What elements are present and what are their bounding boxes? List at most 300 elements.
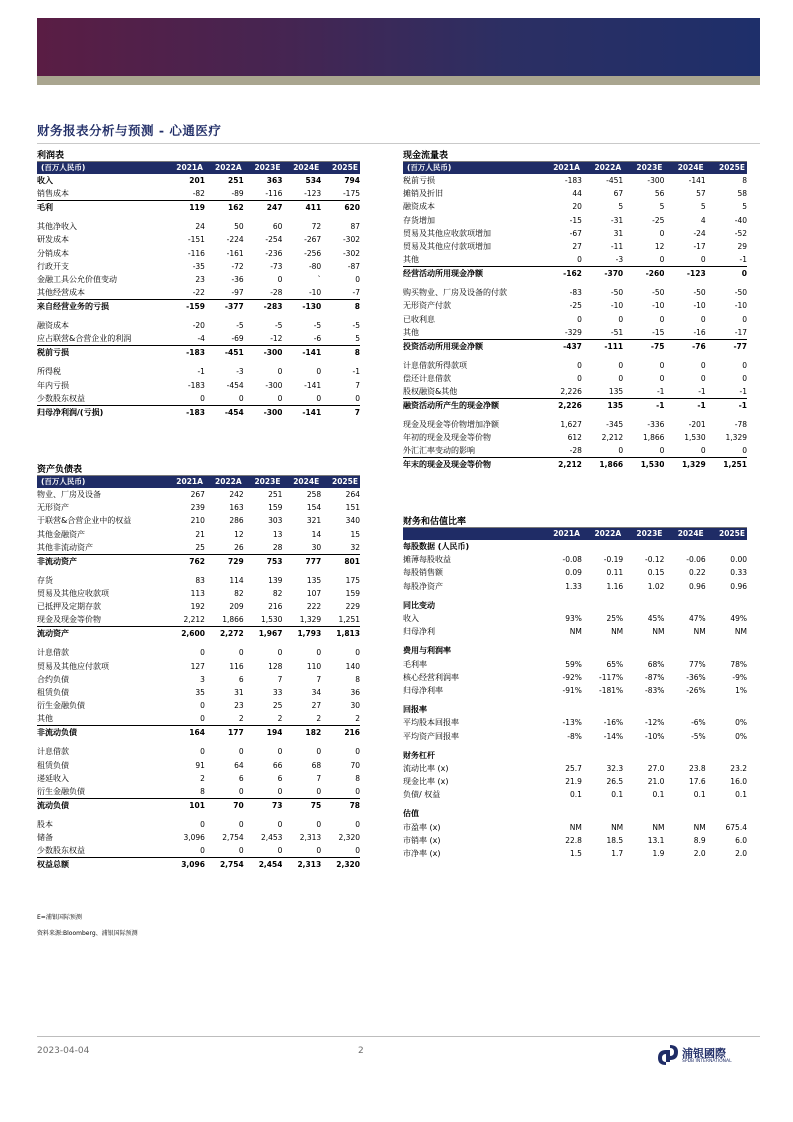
cashflow-row-label: 经营活动所用现金净额 bbox=[403, 269, 483, 279]
balance-row-value: 0 bbox=[316, 819, 322, 829]
balance-row bbox=[37, 798, 360, 812]
ratios-row-value: -5% bbox=[691, 731, 706, 741]
ratios-row-label: 负债/ 权益 bbox=[403, 790, 441, 800]
balance-row-label: 贸易及其他应付款项 bbox=[37, 661, 109, 671]
balance-row-label: 流动资产 bbox=[37, 629, 69, 639]
balance-row-label: 合约负债 bbox=[37, 674, 69, 684]
cashflow-row bbox=[403, 240, 747, 253]
ratios-row-value: NM bbox=[569, 822, 582, 832]
balance-row-value: 83 bbox=[195, 575, 205, 585]
cashflow-row bbox=[403, 431, 747, 444]
income-statement-table bbox=[37, 162, 360, 419]
cashflow-row-label: 现金及现金等价物增加净额 bbox=[403, 420, 499, 430]
ratios-row-value: 2.0 bbox=[735, 849, 747, 859]
balance-row-value: 66 bbox=[272, 760, 283, 770]
balance-row bbox=[37, 528, 360, 541]
balance-row-value: 32 bbox=[321, 541, 360, 555]
balance-row-label: 衍生金融负债 bbox=[37, 701, 85, 711]
cashflow-row-value: 12 bbox=[654, 242, 665, 252]
income-row-value: 0 bbox=[166, 392, 205, 406]
ratios-row-value: 0.33 bbox=[730, 568, 747, 578]
income-row bbox=[37, 187, 360, 201]
cashflow-row-value: -1 bbox=[697, 401, 706, 411]
ratios-title: 财务和估值比率 bbox=[403, 516, 747, 528]
income-row-value: 8 bbox=[354, 348, 360, 358]
income-row-label: 应占联营&合营企业的利润 bbox=[37, 332, 166, 346]
cashflow-row bbox=[403, 313, 747, 326]
income-row-label: 少数股东权益 bbox=[37, 392, 166, 406]
ratios-row-value: 1.02 bbox=[647, 581, 665, 591]
cashflow-row-value: 1,530 bbox=[684, 433, 706, 443]
ratios-subhead-row bbox=[403, 807, 747, 820]
income-row-value: -1 bbox=[197, 367, 205, 377]
ratios-row-value: 1% bbox=[735, 685, 747, 695]
ratios-row-value: 0.11 bbox=[606, 568, 624, 578]
balance-row bbox=[37, 673, 360, 686]
balance-row-label: 少数股东权益 bbox=[37, 844, 166, 858]
balance-row bbox=[37, 772, 360, 785]
balance-row-label: 无形资产 bbox=[37, 503, 69, 513]
cashflow-row-value: -162 bbox=[563, 269, 582, 279]
ratios-row-value: NM bbox=[693, 627, 706, 637]
balance-row-value: 229 bbox=[345, 602, 360, 612]
balance-row bbox=[37, 554, 360, 568]
balance-row-value: 321 bbox=[306, 516, 322, 526]
income-row-value: 87 bbox=[350, 222, 360, 232]
cashflow-row-label: 计息借款所得款项 bbox=[403, 360, 467, 370]
ratios-year-header: 2025E bbox=[706, 528, 747, 540]
cash-flow-title: 现金流量表 bbox=[403, 150, 747, 162]
cashflow-row-value: -51 bbox=[582, 326, 623, 340]
income-statement bbox=[37, 150, 360, 419]
ratios-header-row bbox=[403, 528, 747, 540]
cashflow-row-value: 135 bbox=[607, 401, 624, 411]
ratios-row-value: -10% bbox=[645, 731, 665, 741]
cashflow-row-value: -75 bbox=[650, 341, 665, 351]
balance-row-value: 2 bbox=[321, 712, 360, 726]
balance-row-value: 8 bbox=[355, 674, 360, 684]
income-row-value: -12 bbox=[244, 332, 283, 346]
income-year-header: 2021A bbox=[166, 162, 205, 174]
cashflow-year-header: 2021A bbox=[541, 162, 582, 174]
cashflow-row bbox=[403, 299, 747, 312]
balance-row bbox=[37, 488, 360, 501]
income-row-value: -89 bbox=[205, 187, 244, 201]
cashflow-row-value: 1,329 bbox=[725, 433, 747, 443]
income-row bbox=[37, 286, 360, 300]
ratios-row-value: -14% bbox=[603, 731, 624, 741]
cashflow-row-value: 4 bbox=[700, 215, 706, 225]
balance-row bbox=[37, 660, 360, 673]
balance-row-value: 6 bbox=[238, 674, 244, 684]
balance-row-value: 25 bbox=[166, 541, 205, 555]
ratios-row-label: 收入 bbox=[403, 614, 419, 624]
cashflow-row-value: 0 bbox=[700, 314, 706, 324]
balance-row-value: 73 bbox=[272, 800, 283, 810]
ratios-row bbox=[403, 775, 747, 788]
financial-ratios bbox=[403, 516, 747, 860]
balance-row-value: 70 bbox=[233, 800, 244, 810]
income-row-value: -1 bbox=[352, 367, 360, 377]
ratios-row-value: 47% bbox=[689, 614, 706, 624]
ratios-row-value: 25% bbox=[606, 614, 624, 624]
balance-row-value: 0 bbox=[355, 819, 360, 829]
balance-row-value: 7 bbox=[277, 674, 283, 684]
cashflow-row-value: -370 bbox=[604, 269, 624, 279]
cashflow-row-label: 融资成本 bbox=[403, 202, 435, 212]
ratios-row-value: -0.06 bbox=[686, 555, 706, 565]
balance-row-value: 1,329 bbox=[282, 613, 321, 627]
ratios-row-label: 流动比率 (x) bbox=[403, 763, 449, 773]
income-row-value: 201 bbox=[189, 176, 205, 186]
cashflow-row-value: -50 bbox=[693, 288, 706, 298]
cashflow-row bbox=[403, 339, 747, 353]
cashflow-row bbox=[403, 253, 747, 267]
balance-row-label: 租赁负债 bbox=[37, 760, 69, 770]
cashflow-row-value: 0 bbox=[664, 444, 705, 458]
ratios-row-value: -92% bbox=[562, 672, 582, 682]
income-row-value: -7 bbox=[321, 286, 360, 300]
ratios-row bbox=[403, 553, 747, 566]
balance-row-value: 216 bbox=[344, 728, 360, 738]
ratios-row-value: -13% bbox=[562, 718, 582, 728]
cashflow-row-value: 67 bbox=[613, 189, 624, 199]
ratios-year-header: 2021A bbox=[541, 528, 582, 540]
cashflow-row-value: -67 bbox=[569, 228, 582, 238]
cashflow-row-value: 56 bbox=[654, 189, 665, 199]
cashflow-row-value: 0 bbox=[618, 373, 624, 383]
cashflow-row-value: -24 bbox=[693, 228, 706, 238]
ratios-subhead-row bbox=[403, 749, 747, 762]
cashflow-row-value: -10 bbox=[652, 301, 665, 311]
ratios-row-value: 78% bbox=[730, 659, 747, 669]
income-row-value: 72 bbox=[311, 222, 322, 232]
balance-row-value: 2,313 bbox=[297, 860, 322, 870]
balance-row-value: 2 bbox=[244, 712, 283, 726]
ratios-year-header: 2023E bbox=[623, 528, 664, 540]
cashflow-row bbox=[403, 458, 747, 472]
balance-row bbox=[37, 726, 360, 740]
balance-row-value: 267 bbox=[190, 490, 205, 500]
balance-row-value: 2,754 bbox=[222, 833, 244, 843]
income-row-value: -141 bbox=[302, 348, 322, 358]
balance-row-value: 777 bbox=[305, 556, 322, 566]
balance-row bbox=[37, 831, 360, 844]
balance-year-header: 2023E bbox=[244, 476, 283, 488]
balance-sheet bbox=[37, 464, 360, 871]
ratios-row-value: 32.3 bbox=[606, 763, 624, 773]
income-row-value: -141 bbox=[304, 380, 322, 390]
income-row-value: -5 bbox=[352, 321, 360, 331]
cashflow-row-value: 0 bbox=[659, 360, 665, 370]
balance-row-label: 计息借款 bbox=[37, 648, 69, 658]
cashflow-row-label: 已收利息 bbox=[403, 314, 435, 324]
income-row-value: -267 bbox=[304, 235, 322, 245]
income-row-value: -175 bbox=[321, 187, 360, 201]
ratios-row bbox=[403, 566, 747, 579]
balance-row bbox=[37, 574, 360, 587]
balance-header-row bbox=[37, 476, 360, 488]
income-row-value: 247 bbox=[266, 203, 283, 213]
balance-row-value: 116 bbox=[229, 661, 244, 671]
ratios-subhead-row bbox=[403, 540, 747, 553]
income-row-value: -3 bbox=[236, 367, 244, 377]
balance-row-value: 2 bbox=[200, 773, 205, 783]
cashflow-row-value: 58 bbox=[737, 189, 747, 199]
income-row-label: 其他经营成本 bbox=[37, 286, 166, 300]
balance-row-value: 33 bbox=[272, 687, 283, 697]
income-unit-label: (百万人民币) bbox=[37, 162, 166, 174]
balance-row-value: 1,866 bbox=[205, 613, 244, 627]
income-row-value: -300 bbox=[263, 407, 283, 417]
balance-row-value: 0 bbox=[282, 844, 321, 858]
ratios-row-value: NM bbox=[611, 822, 624, 832]
ratios-row-value: -91% bbox=[562, 685, 582, 695]
ratios-row-value: 0.09 bbox=[565, 568, 582, 578]
cashflow-row-label: 贸易及其他应收款项增加 bbox=[403, 228, 491, 238]
balance-row bbox=[37, 686, 360, 699]
cashflow-row bbox=[403, 187, 747, 200]
cashflow-row-value: -1 bbox=[656, 401, 665, 411]
balance-row-value: 1,530 bbox=[244, 613, 283, 627]
ratios-row-label: 市净率 (x) bbox=[403, 849, 441, 859]
ratios-row-value: 0.1 bbox=[735, 790, 747, 800]
cashflow-row-value: -451 bbox=[606, 176, 624, 186]
balance-row-value: 0 bbox=[238, 819, 244, 829]
cashflow-row bbox=[403, 200, 747, 213]
income-row-value: 620 bbox=[344, 203, 360, 213]
balance-row-value: 175 bbox=[345, 575, 360, 585]
cashflow-row-value: 2,212 bbox=[558, 460, 582, 470]
cashflow-row-value: 8 bbox=[742, 176, 747, 186]
income-row-label: 销售成本 bbox=[37, 187, 166, 201]
balance-year-header: 2025E bbox=[321, 476, 360, 488]
cashflow-row-label: 其他 bbox=[403, 326, 541, 340]
cashflow-row-value: 0 bbox=[700, 360, 706, 370]
income-row-value: -159 bbox=[186, 302, 205, 312]
balance-row-value: 0 bbox=[200, 701, 205, 711]
income-row bbox=[37, 247, 360, 260]
income-row bbox=[37, 365, 360, 378]
income-row-value: 7 bbox=[354, 407, 360, 417]
income-row-value: 119 bbox=[189, 203, 205, 213]
income-row-value: -5 bbox=[274, 321, 283, 331]
cashflow-row-value: -76 bbox=[692, 341, 706, 351]
income-row-value: 0 bbox=[244, 392, 283, 406]
balance-row-value: 0 bbox=[277, 648, 283, 658]
balance-row-value: 209 bbox=[229, 602, 244, 612]
ratios-row-label: 归母净利率 bbox=[403, 685, 443, 695]
balance-row-value: 26 bbox=[205, 541, 244, 555]
cashflow-row-value: -40 bbox=[734, 215, 747, 225]
cashflow-row-value: 135 bbox=[582, 385, 623, 399]
top-banner bbox=[37, 18, 760, 76]
balance-row-value: 70 bbox=[350, 760, 360, 770]
cashflow-row-value: -437 bbox=[563, 341, 582, 351]
ratios-row-label: 核心经营利润率 bbox=[403, 672, 459, 682]
income-row bbox=[37, 332, 360, 346]
balance-row-value: 91 bbox=[195, 760, 205, 770]
cashflow-row-label: 购买物业、厂房及设备的付款 bbox=[403, 288, 507, 298]
balance-row-value: 13 bbox=[272, 529, 283, 539]
ratios-subhead-row bbox=[403, 703, 747, 716]
logo-name: 浦银國際 bbox=[682, 1047, 726, 1060]
balance-row-label: 存货 bbox=[37, 575, 53, 585]
logo-subtitle: SPDB INTERNATIONAL bbox=[682, 1059, 732, 1064]
cashflow-row-value: 1,866 bbox=[642, 433, 665, 443]
cashflow-row-value: -1 bbox=[623, 385, 664, 399]
ratios-row-value: -181% bbox=[599, 685, 624, 695]
income-row bbox=[37, 260, 360, 273]
income-row bbox=[37, 273, 360, 286]
cashflow-row-value: -15 bbox=[569, 215, 582, 225]
balance-row bbox=[37, 818, 360, 831]
income-row-value: 23 bbox=[195, 275, 205, 285]
cashflow-row-value: 0 bbox=[623, 253, 664, 267]
cashflow-row-value: 0 bbox=[659, 228, 665, 238]
income-row-value: 0 bbox=[282, 392, 321, 406]
ratios-subhead: 费用与利润率 bbox=[403, 646, 451, 656]
ratios-row bbox=[403, 847, 747, 860]
income-row-value: 5 bbox=[321, 332, 360, 346]
ratios-row bbox=[403, 729, 747, 742]
income-row-label: 研发成本 bbox=[37, 235, 69, 245]
balance-row-value: 12 bbox=[234, 529, 244, 539]
balance-row-value: 2,453 bbox=[260, 833, 283, 843]
balance-row-value: 34 bbox=[311, 687, 322, 697]
ratios-row-value: -87% bbox=[645, 672, 665, 682]
ratios-row bbox=[403, 671, 747, 684]
income-row-value: -300 bbox=[265, 380, 283, 390]
cashflow-row-label: 年初的现金及现金等价物 bbox=[403, 433, 491, 443]
balance-row-value: 114 bbox=[229, 575, 244, 585]
cashflow-row-value: 1,866 bbox=[599, 460, 624, 470]
ratios-row-value: -0.08 bbox=[562, 555, 582, 565]
cashflow-row-value: -300 bbox=[647, 176, 665, 186]
income-row-value: -256 bbox=[304, 248, 322, 258]
balance-row-value: 264 bbox=[345, 490, 360, 500]
income-row-value: 0 bbox=[277, 275, 283, 285]
income-row-value: -72 bbox=[231, 261, 244, 271]
cashflow-row bbox=[403, 418, 747, 431]
cashflow-row-label: 年末的现金及现金等价物 bbox=[403, 460, 491, 470]
balance-row-value: 303 bbox=[268, 516, 283, 526]
balance-row-value: 251 bbox=[268, 490, 283, 500]
balance-row-value: 242 bbox=[229, 490, 244, 500]
balance-row-value: 0 bbox=[238, 648, 244, 658]
balance-row-value: 1,967 bbox=[258, 629, 283, 639]
income-row-value: -236 bbox=[265, 248, 283, 258]
balance-row-value: 0 bbox=[205, 785, 244, 799]
cashflow-row-value: 0 bbox=[742, 373, 747, 383]
income-row-label: 毛利 bbox=[37, 203, 53, 213]
income-row bbox=[37, 405, 360, 419]
balance-row-value: 216 bbox=[268, 602, 283, 612]
cashflow-year-header: 2024E bbox=[664, 162, 705, 174]
ratios-subhead: 估值 bbox=[403, 809, 419, 819]
ratios-row bbox=[403, 625, 747, 638]
balance-row-value: 2,272 bbox=[219, 629, 244, 639]
balance-row-value: 30 bbox=[282, 541, 321, 555]
cashflow-year-header: 2023E bbox=[623, 162, 664, 174]
balance-row-value: 0 bbox=[200, 648, 205, 658]
ratios-row-value: NM bbox=[611, 627, 624, 637]
ratios-row-value: 1.33 bbox=[565, 581, 582, 591]
cashflow-row-value: 0 bbox=[618, 314, 624, 324]
income-row-value: -254 bbox=[265, 235, 283, 245]
balance-row-value: 2 bbox=[282, 712, 321, 726]
ratios-row-value: 17.6 bbox=[688, 777, 706, 787]
balance-row-value: 0 bbox=[321, 785, 360, 799]
ratios-row-value: 0.1 bbox=[611, 790, 624, 800]
ratios-subhead-row bbox=[403, 644, 747, 657]
income-row-value: -283 bbox=[263, 302, 283, 312]
income-row-value: -454 bbox=[226, 380, 244, 390]
balance-row-value: 139 bbox=[268, 575, 283, 585]
cashflow-row-value: 0 bbox=[577, 314, 582, 324]
balance-row-value: 113 bbox=[190, 589, 205, 599]
forecast-note: E=浦银国际预测 bbox=[37, 914, 82, 921]
income-row-label: 融资成本 bbox=[37, 321, 69, 331]
cashflow-row-value: 1,627 bbox=[560, 420, 582, 430]
ratios-row-value: 0.1 bbox=[693, 790, 706, 800]
income-row-label: 行政开支 bbox=[37, 261, 69, 271]
balance-row-value: 182 bbox=[305, 728, 322, 738]
ratios-row-value: 675.4 bbox=[725, 822, 747, 832]
balance-row-value: 0 bbox=[166, 844, 205, 858]
ratios-row-value: NM bbox=[569, 627, 582, 637]
ratios-row-label: 市盈率 (x) bbox=[403, 822, 441, 832]
balance-row-value: 2 bbox=[205, 712, 244, 726]
income-row-value: -377 bbox=[224, 302, 244, 312]
income-row-value: -22 bbox=[166, 286, 205, 300]
balance-row-label: 衍生金融负债 bbox=[37, 785, 166, 799]
cashflow-row-value: 27 bbox=[572, 242, 582, 252]
cashflow-row-value: 57 bbox=[696, 189, 706, 199]
cashflow-row-label: 股权融资&其他 bbox=[403, 385, 541, 399]
ratios-row-label: 现金比率 (x) bbox=[403, 777, 449, 787]
ratios-row-value: -6% bbox=[691, 718, 706, 728]
balance-row-value: 192 bbox=[190, 602, 205, 612]
balance-row-value: 0 bbox=[316, 648, 322, 658]
balance-row-label: 于联营&合营企业中的权益 bbox=[37, 516, 132, 526]
balance-row-value: 258 bbox=[306, 490, 322, 500]
balance-row-label: 其他非流动资产 bbox=[37, 541, 166, 555]
ratios-row-value: 0% bbox=[735, 718, 747, 728]
income-row bbox=[37, 346, 360, 360]
balance-row-value: 0 bbox=[355, 648, 360, 658]
balance-row-value: 25 bbox=[272, 701, 283, 711]
cashflow-row-label: 融资活动所产生的现金净额 bbox=[403, 401, 499, 411]
balance-row-label: 非流动资产 bbox=[37, 556, 77, 566]
income-row bbox=[37, 174, 360, 187]
balance-row-value: 0 bbox=[277, 819, 283, 829]
cashflow-row-label: 无形资产付款 bbox=[403, 301, 451, 311]
balance-row-label: 现金及现金等价物 bbox=[37, 613, 166, 627]
ratios-table bbox=[403, 528, 747, 860]
cashflow-row-value: 0 bbox=[618, 360, 624, 370]
cashflow-row-value: -52 bbox=[734, 228, 747, 238]
income-row-value: 363 bbox=[266, 176, 283, 186]
income-row-value: -35 bbox=[192, 261, 205, 271]
balance-row-value: 128 bbox=[268, 661, 283, 671]
balance-row-label: 股本 bbox=[37, 819, 53, 829]
income-row-value: -451 bbox=[224, 348, 244, 358]
balance-row-value: 222 bbox=[306, 602, 322, 612]
cashflow-unit-label: (百万人民币) bbox=[403, 162, 541, 174]
ratios-row-value: 0.96 bbox=[688, 581, 706, 591]
income-row-value: ` bbox=[317, 275, 322, 285]
